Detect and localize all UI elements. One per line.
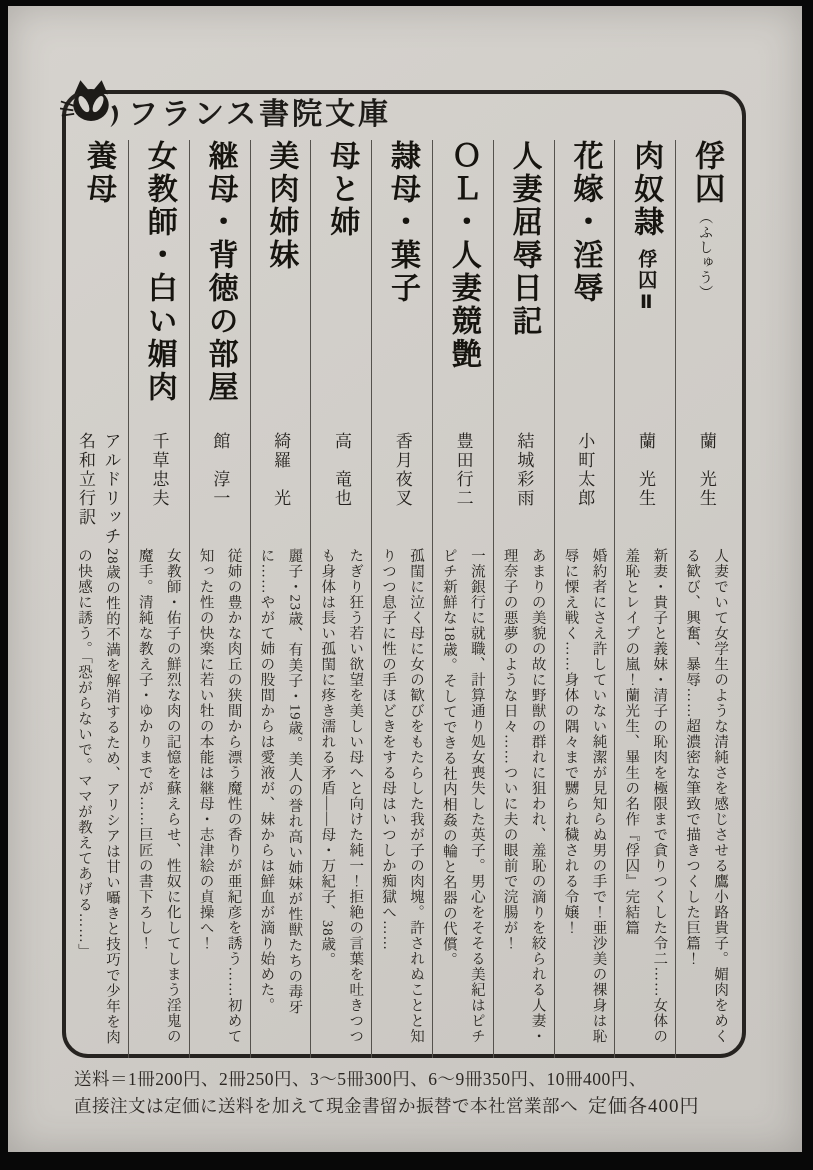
book-column-ol-hitozuma (433, 140, 494, 1058)
book-title: 養母 (81, 140, 115, 206)
book-title: 美肉姉妹 (264, 140, 298, 272)
list-price: 定価各400円 (588, 1096, 700, 1117)
book-title: 隷母・葉子 (386, 140, 420, 305)
book-column-nikudorei (615, 140, 676, 1058)
book-author: 高 竜也 (331, 432, 351, 508)
book-title: 人妻屈辱日記 (507, 140, 541, 338)
book-description: 一流銀行に就職、計算通り処女喪失した英子。男心をそそる美紀はピチピチ新鮮な18歳。そしてできる社内相姦の輪と名器の代償。 (440, 548, 485, 1044)
book-description: 28歳の性的不満を解消するため、アリシアは甘い囁きと技巧で少年を肉の快感に誘う。「恐がらないで。ママが教えてあげる……」 (75, 548, 120, 1045)
book-column-fushuu (676, 140, 736, 1058)
book-title: 花嫁・淫辱 (568, 140, 602, 305)
book-title: 女教師・白い媚肉 (142, 140, 176, 404)
book-translator: 名和立行訳 (75, 432, 95, 527)
book-column-youbo (68, 140, 129, 1058)
book-author: 香月夜叉 (392, 432, 412, 508)
book-title: 継母・背徳の部屋 (203, 140, 237, 404)
book-column-mamahaha (190, 140, 251, 1058)
book-author: 結城彩雨 (514, 432, 534, 508)
paper-page (8, 6, 802, 1152)
book-author: 綺羅 光 (271, 432, 291, 508)
book-description: 新妻・貴子と義妹・清子の恥肉を極限まで貪りつくした令二……女体の羞恥とレイプの嵐！蘭光生、畢生の名作『俘囚』完結篇 (623, 548, 668, 1044)
book-column-hitozuma-nikki (494, 140, 555, 1058)
publisher-name: フランス書院文庫 (128, 98, 392, 131)
book-author: 小町太郎 (575, 432, 595, 508)
book-title-reading: （ふしゅう） (698, 210, 715, 300)
book-column-haha-to-ane (311, 140, 372, 1058)
book-description: 女教師・佑子の鮮烈な肉の記憶を蘇えらせ、性奴に化してしまう淫鬼の魔手。清純な教え子・ゆかりまでが……巨匠の書下ろし！ (136, 548, 181, 1044)
book-description: 孤閨に泣く母に女の歓びをもたらした我が子の肉塊。許されぬことと知りつつ息子に性の手ほどきをする母はいつしか痴獄へ…… (380, 548, 425, 1044)
cat-logo-icon (60, 78, 122, 132)
book-title: ＯＬ・人妻競艶 (446, 140, 480, 371)
book-author: アルドリッチ (101, 432, 121, 546)
book-description: 従姉の豊かな肉丘の狭間から漂う魔性の香りが亜紀彦を誘う……初めて知った性の快楽に若い牡の本能は継母・志津絵の貞操へ！ (197, 548, 242, 1044)
ordering-instructions: 直接注文は定価に送料を加えて現金書留か振替で本社営業部へ (74, 1096, 578, 1116)
book-author: 豊田行二 (453, 432, 473, 508)
book-description: 婚約者にさえ許していない純潔が見知らぬ男の手で！亜沙美の裸身は恥辱に慄え戦く……身体の隅々まで嬲られ穢される令嬢！ (562, 548, 607, 1044)
book-author: 蘭 光生 (696, 432, 716, 508)
shipping-rates-line: 送料＝1冊200円、2冊250円、3～5冊300円、6～9冊350円、10冊400円、 (74, 1069, 647, 1089)
book-column-onna-kyoushi (129, 140, 190, 1058)
book-columns (68, 140, 736, 1058)
book-description: 麗子・23歳、有美子・19歳。美人の誉れ高い姉妹が性獣たちの毒牙に……やがて姉の股間からは愛液が、妹からは鮮血が滴り始めた。 (258, 548, 303, 1015)
book-title: 母と姉 (325, 140, 359, 239)
book-author-and-translator (72, 432, 123, 548)
book-author: 千草忠夫 (149, 432, 169, 508)
book-description: あまりの美貌の故に野獣の群れに狙われ、羞恥の滴りを絞られる人妻・理奈子の悪夢のような日々……ついに夫の眼前で浣腸が！ (501, 548, 546, 1044)
book-title: 俘囚（ふしゅう） (690, 140, 724, 300)
book-column-reibo (372, 140, 433, 1058)
book-author: 蘭 光生 (636, 432, 656, 508)
footer-order-info (74, 1066, 754, 1120)
book-description: 人妻でいて女学生のような清純さを感じさせる鷹小路貴子。媚肉をめくる歓び、興奮、暴辱……超濃密な筆致で描きつくした巨篇！ (684, 548, 729, 1044)
book-title: 肉奴隷俘囚Ⅱ (629, 140, 663, 315)
ordering-line (74, 1093, 754, 1120)
publisher-brand (60, 78, 391, 132)
book-series-subtitle: 俘囚Ⅱ (635, 249, 657, 315)
book-author: 館 淳一 (210, 432, 230, 508)
book-column-biniku-shimai (251, 140, 312, 1058)
book-column-hanayome (555, 140, 616, 1058)
book-description: たぎり狂う若い欲望を美しい母へと向けた純一！拒絶の言葉を吐きつつも身体は長い孤閨に疼き濡れる矛盾――母・万紀子、38歳。 (319, 548, 364, 1044)
